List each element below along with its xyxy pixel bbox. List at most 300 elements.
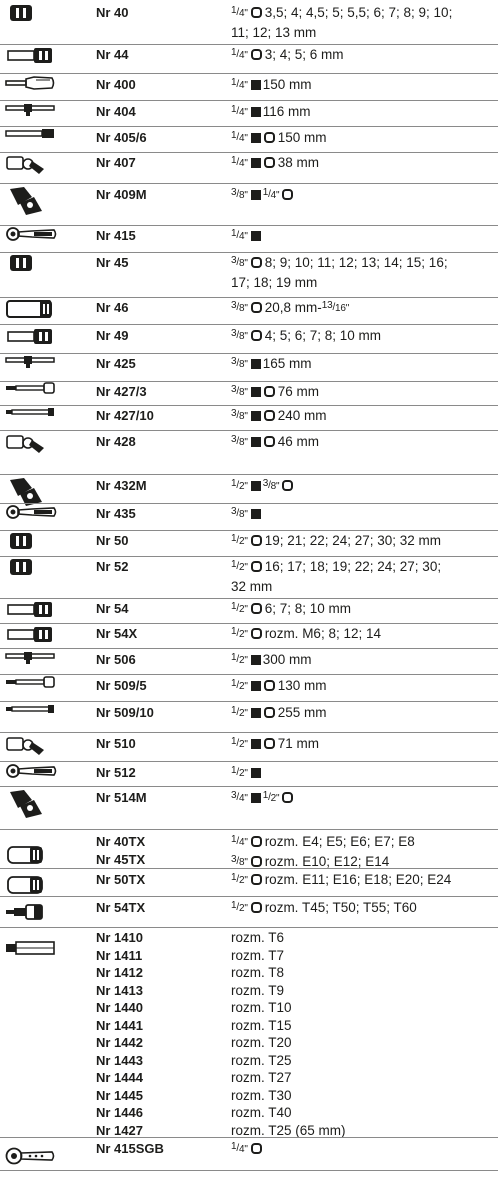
spec-text — [231, 383, 493, 403]
row-divider — [0, 868, 498, 869]
square-drive-icon — [251, 80, 261, 90]
extension-long-icon — [4, 703, 56, 715]
product-codes — [96, 46, 129, 64]
square-drive-icon — [251, 739, 261, 749]
spec-value: 150 mm — [262, 77, 312, 92]
spec-value: rozm. E4; E5; E6; E7; E8 — [264, 834, 415, 849]
socket-drive-icon — [251, 603, 262, 614]
product-codes — [96, 651, 136, 669]
product-code: Nr 432M — [96, 478, 147, 493]
torx-socket-icon — [4, 845, 56, 865]
spec-value: rozm. M6; 8; 12; 14 — [264, 626, 381, 641]
spec-line — [231, 24, 493, 42]
product-code: Nr 54TX — [96, 900, 146, 915]
spec-line — [231, 1069, 493, 1087]
spec-line — [231, 532, 493, 552]
drive-size: 1/4" — [231, 5, 248, 19]
drive-size: 1/4" — [231, 228, 248, 242]
socket-drive-icon — [251, 7, 262, 18]
spec-line — [231, 929, 493, 947]
drive-size: 1/4" — [231, 130, 248, 144]
spec-value: 3,5; 4; 4,5; 5; 5,5; 6; 7; 8; 9; 10; — [264, 5, 453, 20]
product-code: Nr 415SGB — [96, 1141, 164, 1156]
torx-socket-icon — [4, 875, 56, 895]
product-code: Nr 1445 — [96, 1087, 143, 1103]
socket-drive-icon — [264, 132, 275, 143]
row-divider — [0, 786, 498, 787]
product-codes — [96, 899, 145, 917]
spec-text — [231, 433, 493, 453]
product-codes — [96, 477, 147, 495]
square-drive-icon — [251, 133, 261, 143]
product-code: Nr 1446 — [96, 1105, 143, 1120]
spec-line — [231, 764, 493, 784]
spec-line — [231, 299, 493, 319]
socket-drive-icon — [282, 792, 293, 803]
spec-line — [231, 1104, 493, 1122]
product-codes — [96, 383, 147, 401]
drive-size: 3/8" — [231, 300, 248, 314]
spec-value: 116 mm — [262, 104, 311, 119]
drive-size: 1/4" — [231, 104, 248, 118]
spec-value: 130 mm — [277, 678, 327, 693]
row-divider — [0, 126, 498, 127]
row-divider — [0, 430, 498, 431]
product-code: Nr 44 — [96, 47, 129, 62]
product-code: Nr 1444 — [96, 1070, 143, 1085]
square-drive-icon — [251, 655, 261, 665]
drive-size: 3/8" — [231, 408, 248, 422]
spec-text — [231, 4, 493, 41]
product-codes — [96, 433, 136, 451]
socket-deep-icon — [4, 326, 56, 346]
product-codes — [96, 764, 136, 782]
product-codes — [96, 186, 147, 204]
spec-value: rozm. T20 — [231, 1035, 292, 1050]
extension-short-icon — [4, 676, 56, 688]
drive-size: 1/2" — [231, 601, 248, 615]
spec-line — [231, 327, 493, 347]
spec-text — [231, 103, 493, 123]
t-bar-icon — [4, 102, 56, 118]
spec-value: rozm. T30 — [231, 1087, 292, 1103]
spec-line — [231, 477, 493, 497]
square-drive-icon — [251, 190, 261, 200]
spec-value: 8; 9; 10; 11; 12; 13; 14; 15; 16; — [264, 255, 448, 270]
drive-size: 3/8" — [231, 356, 248, 370]
drive-size: 13/16" — [321, 300, 350, 314]
spec-line — [231, 1140, 493, 1160]
product-code: Nr 427/10 — [96, 408, 154, 423]
spec-value: rozm. T25 — [231, 1052, 292, 1068]
spec-line — [231, 600, 493, 620]
universal-joint-icon — [4, 432, 56, 454]
socket-drive-icon — [251, 49, 262, 60]
spec-text — [231, 871, 493, 891]
product-codes — [96, 299, 129, 317]
spec-value: rozm. T10 — [231, 1000, 292, 1015]
product-code: Nr 1411 — [96, 947, 143, 963]
drive-size: 3/8" — [231, 328, 248, 342]
product-code: Nr 427/3 — [96, 384, 147, 399]
row-divider — [0, 474, 498, 475]
spec-value: 3; 4; 5; 6 mm — [264, 47, 344, 62]
spec-value: rozm. T7 — [231, 947, 285, 963]
drive-size: 1/2" — [262, 790, 280, 804]
extension-short-icon — [4, 382, 56, 394]
row-divider — [0, 353, 498, 354]
drive-size: 1/2" — [231, 478, 248, 492]
spec-text — [231, 46, 493, 66]
square-drive-icon — [251, 509, 261, 519]
spec-line — [231, 505, 493, 525]
product-code: Nr 404 — [96, 104, 136, 119]
socket-drive-icon — [251, 874, 262, 885]
spec-line — [231, 789, 493, 809]
drive-size: 1/2" — [231, 533, 248, 547]
spec-value: 76 mm — [277, 384, 319, 399]
spec-value: rozm. E10; E12; E14 — [264, 853, 390, 869]
spec-line — [231, 899, 493, 919]
socket-deep-icon — [4, 624, 56, 644]
spec-value: 20,8 mm- — [264, 300, 322, 315]
spec-line — [231, 964, 493, 982]
product-code: Nr 46 — [96, 300, 129, 315]
spec-line — [231, 999, 493, 1017]
spec-text — [231, 833, 493, 872]
product-codes — [96, 735, 136, 753]
product-codes — [96, 600, 129, 618]
spec-value: 38 mm — [277, 155, 319, 170]
drive-size: 1/2" — [231, 872, 248, 886]
product-code: Nr 1441 — [96, 1017, 143, 1033]
drive-size: 1/4" — [231, 834, 248, 848]
socket-deep-icon — [4, 45, 56, 65]
universal-joint-icon — [4, 734, 56, 756]
product-codes — [96, 1140, 164, 1158]
socket-drive-icon — [251, 628, 262, 639]
product-codes — [96, 327, 129, 345]
square-drive-icon — [251, 107, 261, 117]
spec-line — [231, 227, 493, 247]
spec-value: rozm. T15 — [231, 1017, 292, 1033]
spec-text — [231, 327, 493, 347]
spec-text — [231, 254, 493, 291]
bit-socket-icon — [4, 903, 56, 921]
spec-text — [231, 704, 493, 724]
spec-text — [231, 677, 493, 697]
product-code: Nr 1443 — [96, 1052, 143, 1068]
product-code: Nr 407 — [96, 155, 136, 170]
product-codes — [96, 929, 143, 1139]
spec-value: 11; 12; 13 mm — [231, 24, 317, 40]
socket-short-icon — [4, 531, 56, 551]
product-codes — [96, 4, 129, 22]
spec-text — [231, 899, 493, 919]
spec-value: rozm. T27 — [231, 1070, 292, 1085]
spec-value: rozm. T9 — [231, 982, 285, 998]
adapter-icon — [4, 788, 56, 820]
drive-size: 3/8" — [231, 255, 248, 269]
spec-value: rozm. T45; T50; T55; T60 — [264, 900, 417, 915]
product-codes — [96, 254, 129, 272]
row-divider — [0, 73, 498, 74]
drive-size: 1/4" — [262, 187, 280, 201]
spec-value: 19; 21; 22; 24; 27; 30; 32 mm — [264, 533, 442, 548]
row-divider — [0, 183, 498, 184]
product-codes — [96, 407, 154, 425]
drive-size: 1/4" — [231, 77, 248, 91]
flexible-extension-icon — [4, 128, 56, 140]
spec-line — [231, 433, 493, 453]
spec-line — [231, 383, 493, 403]
spec-line — [231, 76, 493, 96]
spec-line — [231, 833, 493, 853]
spec-value: rozm. T25 (65 mm) — [231, 1122, 346, 1138]
drive-size: 1/2" — [231, 678, 248, 692]
spec-line — [231, 254, 493, 274]
product-codes — [96, 871, 145, 889]
drive-size: 3/8" — [231, 853, 248, 868]
spec-text — [231, 651, 493, 671]
product-code: Nr 514M — [96, 790, 147, 805]
socket-drive-icon — [251, 1143, 262, 1154]
square-drive-icon — [251, 708, 261, 718]
socket-drive-icon — [264, 707, 275, 718]
ratchet-icon — [4, 504, 56, 520]
spec-text — [231, 929, 493, 1139]
product-code: Nr 1412 — [96, 965, 143, 980]
spec-value: 17; 18; 19 mm — [231, 274, 318, 290]
product-code: Nr 400 — [96, 77, 136, 92]
spec-text — [231, 407, 493, 427]
product-codes — [96, 355, 136, 373]
square-drive-icon — [251, 681, 261, 691]
spec-line — [231, 129, 493, 149]
bit-icon — [4, 939, 56, 957]
product-codes — [96, 103, 136, 121]
product-code: Nr 50 — [96, 533, 129, 548]
spec-value: 240 mm — [277, 408, 327, 423]
product-code: Nr 512 — [96, 765, 136, 780]
spec-line — [231, 103, 493, 123]
drive-size: 1/4" — [231, 1141, 248, 1155]
square-drive-icon — [251, 411, 261, 421]
spec-value: rozm. E11; E16; E18; E20; E24 — [264, 872, 452, 887]
spec-line — [231, 154, 493, 174]
product-code: Nr 435 — [96, 506, 136, 521]
product-code: Nr 415 — [96, 228, 136, 243]
row-divider — [0, 530, 498, 531]
socket-drive-icon — [251, 535, 262, 546]
spec-value: 255 mm — [277, 705, 327, 720]
spec-text — [231, 505, 493, 525]
square-drive-icon — [251, 793, 261, 803]
spec-line — [231, 407, 493, 427]
square-drive-icon — [251, 768, 261, 778]
spec-line — [231, 274, 493, 292]
spec-line — [231, 704, 493, 724]
drive-size: 1/2" — [231, 736, 248, 750]
drive-size: 3/8" — [231, 187, 248, 201]
drive-size: 3/4" — [231, 790, 248, 804]
spec-text — [231, 299, 493, 319]
spec-text — [231, 355, 493, 375]
socket-drive-icon — [264, 386, 275, 397]
row-divider — [0, 503, 498, 504]
square-drive-icon — [251, 359, 261, 369]
product-code: Nr 428 — [96, 434, 136, 449]
row-divider — [0, 225, 498, 226]
spec-text — [231, 477, 493, 497]
spec-value: 300 mm — [262, 652, 312, 667]
spec-line — [231, 735, 493, 755]
square-drive-icon — [251, 437, 261, 447]
square-drive-icon — [251, 481, 261, 491]
spec-line — [231, 355, 493, 375]
spec-line — [231, 625, 493, 645]
spec-line — [231, 871, 493, 891]
spec-line — [231, 1052, 493, 1070]
product-code: Nr 1442 — [96, 1035, 143, 1050]
product-codes — [96, 129, 147, 147]
product-code: Nr 405/6 — [96, 130, 147, 145]
socket-deep-icon — [4, 599, 56, 619]
product-code: Nr 1440 — [96, 1000, 143, 1015]
drive-size: 1/2" — [231, 765, 248, 779]
spec-text — [231, 735, 493, 755]
ratchet-compact-icon — [4, 1146, 56, 1166]
socket-drive-icon — [251, 902, 262, 913]
product-code: Nr 1413 — [96, 982, 143, 998]
socket-drive-icon — [264, 410, 275, 421]
spec-text — [231, 129, 493, 149]
drive-size: 1/2" — [231, 900, 248, 914]
ratchet-icon — [4, 763, 56, 779]
drive-size: 1/2" — [231, 626, 248, 640]
row-divider — [0, 598, 498, 599]
spec-line — [231, 578, 493, 596]
spec-value: 150 mm — [277, 130, 327, 145]
spec-text — [231, 625, 493, 645]
socket-short-icon — [4, 253, 56, 273]
product-code: Nr 45TX — [96, 851, 146, 867]
spec-line — [231, 46, 493, 66]
drive-size: 3/8" — [231, 434, 248, 448]
product-codes — [96, 625, 137, 643]
spec-text — [231, 227, 493, 247]
spec-value: rozm. T8 — [231, 965, 285, 980]
spec-line — [231, 1087, 493, 1105]
drive-size: 1/2" — [231, 652, 248, 666]
spec-line — [231, 1017, 493, 1035]
row-divider — [0, 701, 498, 702]
product-code: Nr 52 — [96, 559, 129, 574]
spec-value: 4; 5; 6; 7; 8; 10 mm — [264, 328, 381, 343]
spec-value: rozm. T40 — [231, 1105, 292, 1120]
product-code: Nr 40 — [96, 5, 129, 20]
row-divider — [0, 761, 498, 762]
drive-size: 3/8" — [231, 384, 248, 398]
product-code: Nr 506 — [96, 652, 136, 667]
socket-short-icon — [4, 557, 56, 577]
square-drive-icon — [251, 231, 261, 241]
socket-drive-icon — [264, 680, 275, 691]
product-code: Nr 40TX — [96, 834, 146, 849]
socket-short-icon — [4, 3, 56, 23]
row-divider — [0, 732, 498, 733]
universal-joint-icon — [4, 153, 56, 175]
socket-drive-icon — [251, 257, 262, 268]
spec-text — [231, 532, 493, 552]
spec-line — [231, 947, 493, 965]
row-divider — [0, 829, 498, 830]
socket-drive-icon — [251, 856, 262, 867]
socket-drive-icon — [264, 738, 275, 749]
spec-value: 6; 7; 8; 10 mm — [264, 601, 351, 616]
row-divider — [0, 896, 498, 897]
spec-line — [231, 186, 493, 206]
spec-line — [231, 853, 493, 873]
product-code: Nr 509/10 — [96, 705, 154, 720]
drive-size: 3/8" — [231, 506, 248, 520]
spec-text — [231, 186, 493, 206]
ratchet-icon — [4, 226, 56, 242]
product-code: Nr 409M — [96, 187, 147, 202]
adapter-icon — [4, 185, 56, 217]
product-codes — [96, 227, 136, 245]
socket-drive-icon — [251, 836, 262, 847]
row-divider — [0, 405, 498, 406]
row-divider — [0, 1170, 498, 1171]
spec-value: 71 mm — [277, 736, 319, 751]
row-divider — [0, 381, 498, 382]
product-code: Nr 1427 — [96, 1122, 143, 1138]
drive-size: 3/8" — [262, 478, 280, 492]
spec-line — [231, 677, 493, 697]
spec-value: 32 mm — [231, 578, 273, 594]
product-codes — [96, 76, 136, 94]
row-divider — [0, 152, 498, 153]
socket-long-icon — [4, 298, 56, 320]
socket-drive-icon — [264, 436, 275, 447]
row-divider — [0, 297, 498, 298]
product-code: Nr 45 — [96, 255, 129, 270]
socket-drive-icon — [282, 480, 293, 491]
row-divider — [0, 623, 498, 624]
spec-line — [231, 4, 493, 24]
product-code: Nr 509/5 — [96, 678, 147, 693]
row-divider — [0, 44, 498, 45]
spec-line — [231, 1034, 493, 1052]
row-divider — [0, 1137, 498, 1138]
row-divider — [0, 556, 498, 557]
screwdriver-handle-icon — [4, 75, 56, 91]
spec-text — [231, 789, 493, 809]
product-codes — [96, 532, 129, 550]
drive-size: 1/2" — [231, 559, 248, 573]
drive-size: 1/4" — [231, 47, 248, 61]
extension-long-icon — [4, 406, 56, 418]
spec-value: rozm. T6 — [231, 930, 285, 945]
product-code: Nr 54X — [96, 626, 138, 641]
product-codes — [96, 789, 147, 807]
product-codes — [96, 677, 147, 695]
spec-text — [231, 600, 493, 620]
socket-drive-icon — [264, 157, 275, 168]
row-divider — [0, 100, 498, 101]
product-code: Nr 510 — [96, 736, 136, 751]
